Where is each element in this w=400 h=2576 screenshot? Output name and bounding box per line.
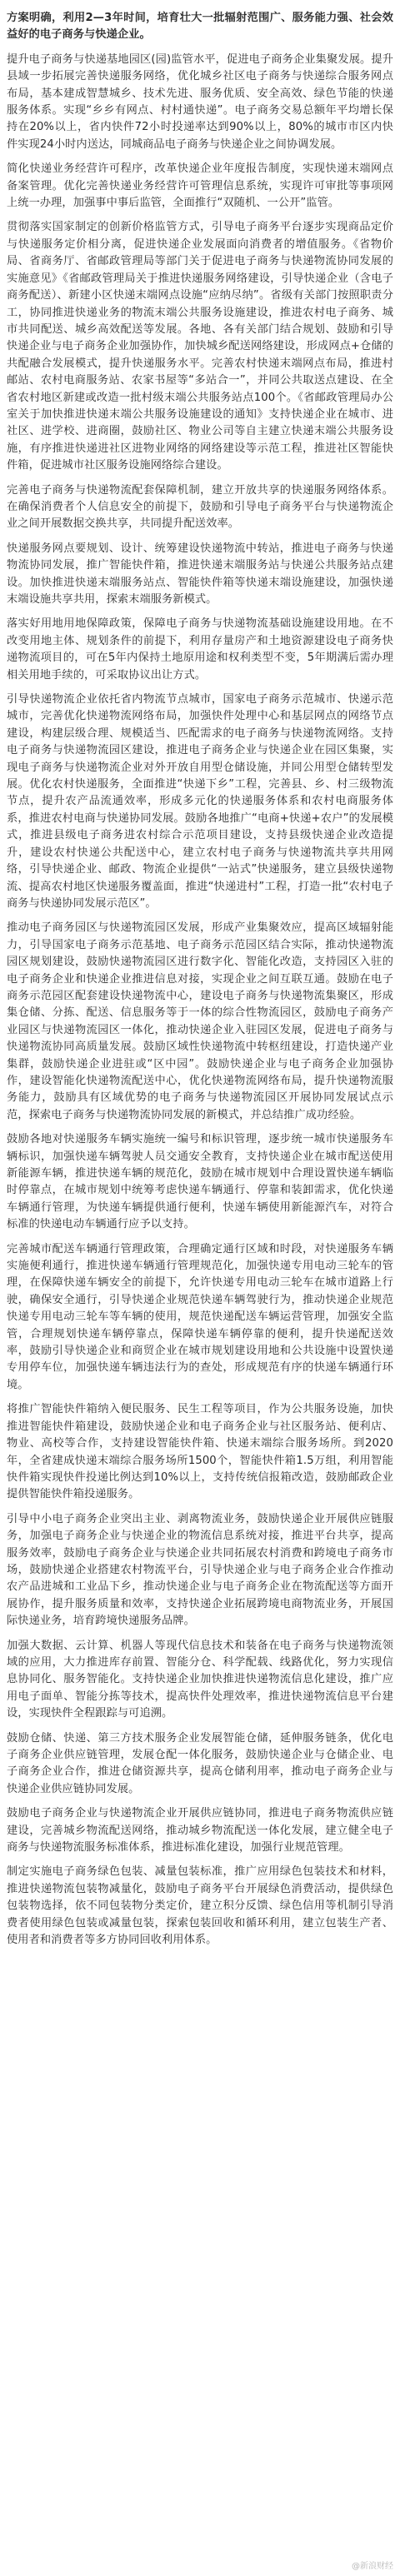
lead-paragraph: 方案明确，利用2—3年时间，培育壮大一批辐射范围广、服务能力强、社会效益好的电子商务与快递企业。: [7, 12, 393, 42]
paragraph-11: 将推广智能快件箱纳入便民服务、民生工程等项目，作为公共服务设施，加快推进智能快件箱建设，鼓励快递企业和电子商务企业与社区服务站、便利店、物业、高校等合作，支持建设智能快件箱、快递末端综合服务场所。到2020年，全省建成快递末端综合服务场所1500个，智能快件箱1.5万组，利用智能快件箱实现快件投递比例达到10%以上，支持传统信报箱改造，鼓励邮政企业提供智能快件箱投递服务。: [7, 1403, 393, 1501]
source-watermark: @新浪财经: [352, 2562, 393, 2571]
paragraph-8: 推动电子商务园区与快递物流园区发展，形成产业集聚效应，提高区域辐射能力，引导国家电子商务示范基地、电子商务示范园区结合实际，推动快递物流园区规划建设，鼓励快递物流园区进行数字化、智能化改造，支持园区入驻的电子商务企业和快递企业推进信息对接，实现企业之间互联互通。鼓励在电子商务示范园区配套建设快递物流中心，建设电子商务与快递物流集聚区，形成集仓储、分拣、配送、信息服务等于一体的综合性物流园区，鼓励电子商务产业园区与快递物流园区一体化，推动快递企业入驻园区发展，促进电子商务与快递物流协同高质量发展。鼓励区域性快递物流中转枢纽建设，打造快递产业集群，鼓励快递企业进驻或“区中园”。鼓励快递企业与电子商务企业加强协作，建设智能化快递物流配送中心，优化快递物流网络布局，提升快递物流服务能力，鼓励具有区域优势的电子商务与快递物流园区开展协同发展试点示范，探索电子商务与快递物流协同发展的新模式，并总结推广成功经验。: [7, 921, 393, 1121]
paragraph-10: 完善城市配送车辆通行管理政策，合理确定通行区域和时段，对快递服务车辆实施便利通行，推进快递车辆通行管理规范化，加强快递专用电动三轮车的管理，在保障快递车辆安全的前提下，允许快递专用电动三轮车在城市道路上行驶，确保安全通行，引导快递企业规范快递车辆驾驶行为，推动快递企业规范快递专用电动三轮车等车辆的使用，规范快递配送车辆运营管理，加强安全监管，合理规划快递车辆停靠点，保障快递车辆停靠的便利，提升快递配送效率，鼓励引导快递企业和商贸企业在城市规划建设用地和公共设施中设置快递专用停车位，加强快递车辆违法行为的查处，形成规范有序的快递车辆通行环境。: [7, 1242, 393, 1391]
paragraph-15: 鼓励电子商务企业与快递物流企业开展供应链协同，推进电子商务物流供应链建设，完善城乡物流配送网络，推动城乡物流配送一体化发展，建立健全电子商务与快递物流服务标准体系，推进标准化建设，加强行业规范管理。: [7, 1807, 393, 1855]
paragraph-4: 完善电子商务与快递物流配套保障机制，建立开放共享的快递服务网络体系。在确保消费者个人信息安全的前提下，鼓励和引导电子商务平台与快递物流企业之间开展数据交换共享，共同提升配送效率。: [7, 483, 393, 531]
paragraph-14: 鼓励仓储、快递、第三方技术服务企业发展智能仓储，延伸服务链条，优化电子商务企业供应链管理，发展仓配一体化服务，鼓励快递企业与仓储企业、电子商务企业合作，推进仓储资源共享，提高仓储利用率，推动电子商务企业与快递企业供应链协同发展。: [7, 1731, 393, 1795]
paragraph-9: 鼓励各地对快递服务车辆实施统一编号和标识管理，逐步统一城市快递服务车辆标识，加强快递车辆驾驶人员交通安全教育，支持快递企业在城市配送使用新能源车辆，推进快递车辆的规范化，鼓励在城市规划中合理设置快递车辆临时停靠点，在城市规划中统筹考虑快递车辆通行、停靠和装卸需求，优化快递车辆通行管理，为快递车辆提供通行便利，快递车辆使用新能源汽车，对符合标准的快递电动车辆通行应予以支持。: [7, 1133, 393, 1231]
paragraph-6: 落实好用地用地保障政策，保障电子商务与快递物流基础设施建设用地。在不改变用地主体、规划条件的前提下，利用存量房产和土地资源建设电子商务快递物流项目的，可在5年内保持土地原用途和权利类型不变，5年期满后需办理相关用地手续的，可采取协议出让方式。: [7, 617, 393, 681]
paragraph-2: 简化快递业务经营许可程序，改革快递企业年度报告制度，实现快递末端网点备案管理。优化完善快递业务经营许可管理信息系统，实现许可审批等事项网上统一办理，加强事中事后监管，全面推行“双随机、一公开”监管。: [7, 162, 393, 210]
paragraph-7: 引导快递物流企业依托省内物流节点城市，国家电子商务示范城市、快递示范城市，完善优化快递物流网络布局，加强快件处理中心和基层网点的网络节点建设，构建层级合理、规模适当、匹配需求的电子商务与快递物流网络。支持电子商务与快递物流园区建设，推进电子商务企业与快递企业在园区集聚，实现电子商务与快递物流企业对外开放自用型仓储设施，并同公用型仓储转型发展。优化农村快递服务，全面推进“快递下乡”工程，完善县、乡、村三级物流节点，提升农产品流通效率，形成多元化的快递服务体系和农村电商服务体系，推进农村电商与快递协同发展。鼓励各地推广“电商+快递+农户”的发展模式，推进县级电子商务进农村综合示范项目建设，支持县级快递企业改造提升，建设农村快递公共配送中心，建立农村电子商务与快递物流共享共用网络，引导快递企业、邮政、物流企业提供“一站式”快递服务，建立县级快递物流、提高农村地区快递服务覆盖面，推进“快递进村”工程，打造一批“农村电子商务与快递协同发展示范区”。: [7, 693, 393, 910]
paragraph-13: 加强大数据、云计算、机器人等现代信息技术和装备在电子商务与快递物流领域的应用，大力推进库存前置、智能分仓、科学配载、线路优化，努力实现信息协同化、服务智能化。支持快递企业加快推进快递物流信息化建设，推广应用电子面单、智能分拣等技术，提高快件处理效率，推进快递物流信息平台建设，实现快件全程跟踪与可追溯。: [7, 1639, 393, 1720]
paragraph-3: 贯彻落实国家制定的创新价格监管方式，引导电子商务平台逐步实现商品定价与快递服务定价相分离，促进快递企业发展面向消费者的增值服务。《省物价局、省商务厅、省邮政管理局等部门关于促进电子商务与快递物流协同发展的实施意见》《省邮政管理局关于推进快递服务网络建设，引导快递企业（含电子商务配送）、新建小区快递末端网点设施“应纳尽纳”。省级有关部门按照职责分工，协同推进快递业务的物流末端公共服务设施建设，推进农村电子商务、城市共同配送、城乡高效配送等发展。各地、各有关部门结合规划、鼓励和引导快递企业与电子商务企业加强协作，加快城乡配送网络建设，形成网点+仓储的共配融合发展模式，提升快递服务水平。完善农村快递末端网点布局，推进村邮站、农村电商服务站、农家书屋等“多站合一”，并同公共取送点建设、在全省农村地区新建或改造一批村级末端公共服务站点100个。《省邮政管理局办公室关于加快推进快递末端公共服务设施建设的通知》支持快递企业在城市、进社区、进学校、进商圈，鼓励社区、物业公司等自主建立快递末端公共服务设施，有序推进快递进社区进物业网络的网络建设等示范工程，推进社区智能快件箱，促进城市社区服务设施网络综合建设。: [7, 221, 393, 472]
paragraph-1: 提升电子商务与快递基地园区(园)监管水平，促进电子商务企业集聚发展。提升县域一步拓展完善快递服务网络，优化城乡社区电子商务与快递综合服务网点布局，基本建成智慧城乡、技术先进、服务优质、安全高效、绿色节能的快递服务体系。实现“乡乡有网点、村村通快递”。电子商务交易总额年平均增长保持在20%以上，省内快件72小时投递率达到90%以上，80%的城市市区内快件实现24小时内送达，同城商品电子商务与快递企业之间协调发展。: [7, 52, 393, 151]
paragraph-5: 快递服务网点要规划、设计、统筹建设快递物流中转站，推进电子商务与快递物流协同发展，推广智能快件箱，推进快递末端服务站与快递公共服务站点建设。加快推进快递末端服务站点、智能快件箱等快递末端设施建设，加强快递末端设施共享共用，探索末端服务新模式。: [7, 542, 393, 606]
paragraph-16: 制定实施电子商务绿色包装、减量包装标准，推广应用绿色包装技术和材料，推进快递物流包装物减量化，鼓励电子商务平台开展绿色消费活动，提供绿色包装物选择，依不同包装物分类定价，建立积分反馈、绿色信用等机制引导消费者使用绿色包装或减量包装，探索包装回收和循环利用，建立包装生产者、使用者和消费者等多方协同回收利用体系。: [7, 1865, 393, 1947]
paragraph-12: 引导中小电子商务企业突出主业、剥离物流业务，鼓励快递企业开展供应链服务，加强电子商务企业与快递企业的物流信息系统对接，推进平台共享，提高服务效率，鼓励电子商务企业与快递企业共同拓展农村消费和跨境电子商务市场，鼓励快递企业搭建农村物流平台，引导快递企业与电子商务企业合作推动农产品进城和工业品下乡，推动快递企业与电子商务企业在物流配送等方面开展协作，提升服务质量和效率，支持快递企业拓展跨境电商物流业务，开展国际快递业务，培育跨境快递服务品牌。: [7, 1512, 393, 1628]
